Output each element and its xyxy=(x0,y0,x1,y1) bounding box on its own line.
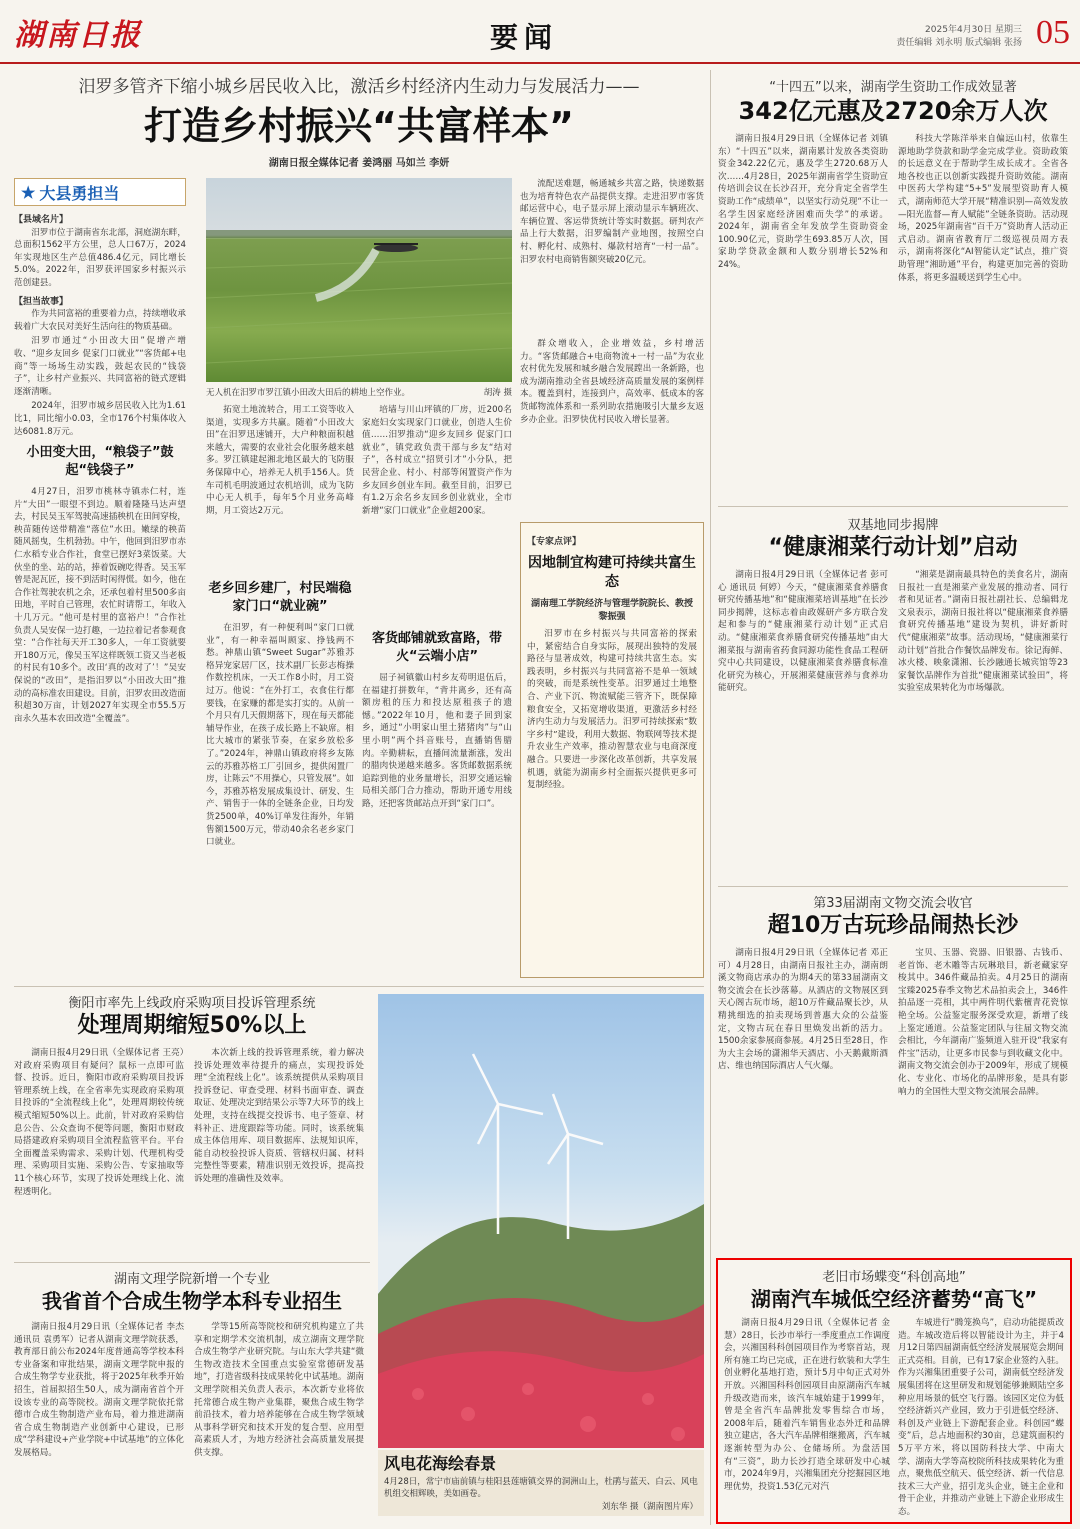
task-text-1: 作为共同富裕的重要着力点，持续增收承载着广大农民对美好生活向往的物质基础。 xyxy=(14,309,186,332)
right-story-1 xyxy=(718,76,1068,468)
photo1-caption: 无人机在汨罗市罗江镇小田改大田后的耕地上空作业。 xyxy=(206,388,411,398)
col2-text-b: 在汨罗，有一种便利叫“家门口就业”，有一种幸福叫顾家、挣钱两不愁。神鼎山镇“Sweet Sugar”苏雅苏格异宠家居厂区，技术副厂长彭志梅操作数控机床，一天工作8小时，月工资过万。他说：“在外打工，衣食住行都要钱，在家赚的都是实打实的。从前一个月只有几天假期落下，现在每天都能辅导作业，在孩子成长路上不缺席。相比大城市的紧张节奏，在家乡放松多了。”2024年，神鼎山镇政府将乡友陈云的苏雅苏格工厂引回乡，提供闲置厂房，让陈云“不用操心，只管发展”。如今，苏雅苏格发展成集设计、研发、生产、销售于一体的全链条企业，日均发货2500单，40%订单发往海外，年销售额1500万元，带动40余名老乡家门口就业。 xyxy=(206,623,354,848)
sub-heading-2: 老乡回乡建厂，村民端稳家门口“就业碗” xyxy=(208,581,352,614)
hs-headline: 湖南汽车城低空经济蓄势“高飞” xyxy=(750,1287,1038,1311)
ls3-headline: 我省首个合成生物学本科专业招生 xyxy=(42,1289,342,1313)
col2-text: 拓宽土地流转合，用工工资等收入渠道，实现多方共赢。随着“小田改大田”在汨罗迅速铺开，大户种粮面积越来越大，需要的农业社会化服务越来越多。罗江镇建起湘北地区最大的飞防服务保障中心，培养无人机手156人。货车司机毛明波通过农机培训，成为飞防中心无人机手，每年5个月业务高峰期，月工资达2万元。 xyxy=(206,405,354,516)
rs2-text-b: “湘菜是湖南最具特色的美食名片，湖南日报社一直是湘菜产业发展的推动者、同行者和见证者。”湖南日报社副社长、总编辑龙文泉表示，湖南日报社将以“健康湘菜食养膳食研究传播基地”建设为契机，讲好新时代“健康湘菜”故事。活动现场，“健康湘菜行动计划”首批合作餐饮品牌发布。徐记海鲜、冰火楼、映象潇湘、长沙融通长城宾馆等23家餐饮品牌作为首批“健康湘菜试验田”，将实验室成果转化为市场爆款。 xyxy=(898,570,1068,694)
rs1-headline: 342亿元惠及2720余万人次 xyxy=(738,97,1048,125)
ls2-headline: 处理周期缩短50%以上 xyxy=(77,1013,307,1038)
lead-column-1 xyxy=(14,178,186,978)
commentary-title: 因地制宜构建可持续共富生态 xyxy=(528,555,696,590)
rs1-text-a: 湖南日报4月29日讯（全媒体记者 刘镇东）“十四五”以来，湖南累计发放各类资助资金342.22亿元，惠及学生2720.68万人次……4月28日，2025年湖南省学生资助宣传培训会议在长沙召开，充分肯定全省学生资助工作“成绩单”，以坚实行动兑现“不让一名学生因家庭经济困难而失学”的承诺。2024年，湖南省全年发放学生资助资金100.90亿元，资助学生693.85万人次，国家助学贷款金额和人数分别增长52%和24%。 xyxy=(718,134,888,270)
left-story-3 xyxy=(14,1268,370,1511)
rs2-text-a: 湖南日报4月29日讯（全媒体记者 彭可心 通讯员 何婷）今天，“健康湘菜食养膳食研究传播基地”和“健康湘菜培训基地”在长沙同步揭牌，这标志着由政媒研产多方联合发起和参与的“健康湘菜行动计划”正式启动。“健康湘菜食养膳食研究传播基地”由大湘菜报与湖南省药食同源功能性食品工程研究中心共同建设，以健康湘菜食养膳食标准化研究为核心，开展湘菜健康营养与食养功能研究。 xyxy=(718,570,888,694)
ls2-kicker: 衡阳市率先上线政府采购项目投诉管理系统 xyxy=(68,996,316,1011)
ls3-text-a: 湖南日报4月29日讯（全媒体记者 李杰 通讯员 袁勇军）记者从湖南文理学院获悉，教育部日前公布2024年度普通高等学校本科专业备案和审批结果，湖南文理学院申报的合成生物学专业获批，将于2025年秋季开始招生，首届拟招生50人，成为湖南省首个开设该专业的高等院校。湖南文理学院依托常德市合成生物制造产业布局，着力推进湖南省合成生物制造产业创新中心建设，已形成“学科建设+产业学院+中试基地”的立体化发展格局。 xyxy=(14,1322,184,1458)
horizontal-divider-3 xyxy=(718,886,1068,887)
horizontal-divider-1 xyxy=(14,986,704,987)
editors-line: 责任编辑 刘永明 版式编辑 张扬 xyxy=(896,38,1022,48)
lead-column-3 xyxy=(362,404,512,978)
right-story-3 xyxy=(718,892,1068,1247)
commentary-tag: 【专家点评】 xyxy=(527,537,582,547)
county-text: 汨罗市位于湖南省东北部，洞庭湖东畔，总面积1562平方公里，总人口67万，2024年实现地区生产总值486.4亿元，同比增长5.0%。2022年，汨罗获评国家乡村振兴示范创建县。 xyxy=(14,227,186,288)
column-divider xyxy=(710,70,711,1525)
photo2-caption: 4月28日，常宁市庙前镇与桂阳县莲塘镇交界的洞洲山上，杜鹃与蓝天、白云、风电机组交相辉映，美如画卷。 xyxy=(384,1477,698,1499)
hs-text-a: 湖南日报4月29日讯（全媒体记者 金慧）28日，长沙市举行一季度重点工作调度会，兴湘国科科创园项目作为考察首站，现所有施工均已完成，正在进行软装和大学生创业孵化基地打造，预计5月中旬正式对外开放。兴湘国科科创园项目由原湖南汽车城升级改造而来，该汽车城始建于1999年，曾是全省汽车品牌批发零售综合市场，2008年后，随着汽车销售业态外迁和品牌独立建店，各大汽车品牌相继搬离，汽车城逐渐转型为办公、仓储场所。为盘活国有“三资”，助力长沙打造全球研发中心城市，2024年9月，兴湘集团充分挖掘园区地理优势，投资1.53亿元对汽 xyxy=(724,1318,890,1492)
commentary-text: 汨罗市在乡村振兴与共同富裕的探索中，紧密结合自身实际，展现出独特的发展路径与显著成效，构建可持续共富生态。实践表明，乡村振兴与共同富裕不是单一领域的突破，而是系统性变革。汨罗通过土地整合、产业下沉、物流赋能三管齐下，既保障粮食安全，又拓宽增收渠道，更激活乡村经济内生动力与发展活力。汨罗可持续探索“数字乡村”建设，利用大数据、物联网等技术提升农业生产效率，推动智慧农业与电商深度融合。只要进一步深化改革创新，共享发展机遇，就能为湖南乡村全面振兴提供更多可复制经验。 xyxy=(527,629,697,791)
left-story-2 xyxy=(14,992,370,1257)
expert-commentary-box xyxy=(520,522,704,978)
sub1-text: 4月27日，汨罗市桃林寺镇赤仁村，连片“大田”一眼望不到边。顺着隆隆马达声望去，村民吴玉军驾驶高速插秧机在田间穿梭，秧苗随传送带精准“落位”水田。嫩绿的秧苗随风摇曳，生机勃勃。中午，他回到汨罗市赤仁水稻专业合作社，食堂已摆好3菜饭菜。大伙坐的坐、站的站，捧着饭碗吃得香。吴玉军曾是泥瓦匠，接不到活时闲得慌。如今，他在合作社驾驶农机之余，还承包着村里500多亩田地，平时自己管理，农忙时请帮工，年收入十几万元。“他可是村里的富裕户！”合作社负责人吴安保一边打趣，一边拉着记者参观食堂：“合作社每天开工30多人，一年工资就要开180万元，像吴玉军这样既领工资又当老板的村民有10多个。改田‘真的改对了’！”吴安保说的“改田”，是指汨罗以“小田改大田”推动的高标准农田建设。目前，汨罗农田改造面积超30万亩，计划2027年实现全市55.5万亩永久基本农田改造“全覆盖”。 xyxy=(14,487,186,724)
hs-kicker: 老旧市场蝶变“科创高地” xyxy=(822,1270,966,1285)
drone-field-illustration xyxy=(206,178,512,382)
task-text-3: 2024年，汨罗市城乡居民收入比为1.61比1，同比缩小0.03，全市176个村集体收入达6081.8万元。 xyxy=(14,401,186,437)
rs2-kicker: 双基地同步揭牌 xyxy=(847,518,939,533)
lead-story-header xyxy=(14,76,704,169)
photo2-title: 风电花海绘春景 xyxy=(384,1454,497,1473)
ls2-text-b: 本次新上线的投诉管理系统，着力解决投诉处理效率待提升的痛点，实现投诉处理“全流程线上化”。该系统提供从采购项目投诉登记、审查受理、材料书面审查、调查取证、处理决定到结果公示等7大环节的线上处理，支持在线提交投诉书、电子签章、材料补正、进度跟踪等功能。同时，该系统集成主体信用库、项目数据库、法规知识库，能自动校验投诉人资质、管辖权归属、材料完整性等要素，精准识别无效投诉，提高投诉处理的准确性及效率。 xyxy=(194,1048,364,1184)
lead-column-2 xyxy=(206,404,354,978)
page-number: 05 xyxy=(1036,14,1070,51)
photo-drone-field xyxy=(206,178,512,382)
photo2-credit: 刘东华 摄（湖南图片库） xyxy=(601,1502,698,1512)
horizontal-divider-2 xyxy=(718,506,1068,507)
photo2-caption-box xyxy=(378,1450,704,1516)
county-tag: 【县域名片】 xyxy=(14,215,69,225)
right-story-2 xyxy=(718,514,1068,869)
rs1-text-b: 科技大学陈洋举来自偏远山村，依靠生源地助学贷款和助学金完成学业。资助政策的长远意义在于帮助学生成长成才。全省各地各校也正以创新实践提升资助效能。湖南中医药大学构建“5+5”发展型资助育人模式，湖南师范大学开展“精准识别—高效发放—阳光监督—育人赋能”全链条资助。活动现场，2025年湖南省“百千万”资助育人活动正式启动。湖南省教育厅二级巡视员周方表示，湖南将深化“AI智能认定”试点，推广资助管理“湘助通”平台，构建更加完善的资助体系，将更多温暖送到学生心中。 xyxy=(898,134,1068,283)
ls3-text-b: 学等15所高等院校和研究机构建立了共享和定期学术交流机制，成立湖南文理学院合成生物学产业研究院。与山东大学共建“微生物改造技术全国重点实验室常德研发基地”，打造省级科技成果转化中试基地。湖南文理学院相关负责人表示，本次新专业将依托常德合成生物产业集群，聚焦合成生物学前沿技术，着力培养能够在合成生物学领域从事科学研究和技术开发的复合型、应用型高素质人才，为地方经济社会高质量发展提供支撑。 xyxy=(194,1322,364,1458)
date-meta xyxy=(896,24,1022,50)
col3-text: 培墙与川山坪镇的厂房，近200名家庭妇女实现家门口就业，创造人生价值……汨罗推动“迎乡友回乡 促家门口就业”，镇党政负责干部与乡友“结对子”，各村成立“招贤引才”小分队，把民营企业、村小、村部等闲置资产作为乡友回乡创业车间。截至目前，汨罗已有1.2万余名乡友回乡创业就业，全市新增“家门口就业”企业超200家。 xyxy=(362,405,512,516)
rs3-kicker: 第33届湖南文物交流会收官 xyxy=(813,896,973,911)
commentary-author: 湖南理工学院经济与管理学院院长、教授 黎振强 xyxy=(530,599,693,622)
ls2-text-a: 湖南日报4月29日讯（全媒体记者 王亮）对政府采购项目有疑问？鼠标一点即可监督、投诉。近日，衡阳市政府采购项目投诉管理系统上线，在全省率先实现政府采购项目投诉的“全流程线上化”，处理周期较传统模式缩短50%以上。此前，针对政府采购信息公告、公众查询不便等问题，衡阳市财政局搭建政府采购项目全流程监管平台。平台全面覆盖采购需求、采购计划、代理机构受理、采购项目实施、采购公告、专家抽取等11个核心环节，实现了投诉处理线上化、流程透明化。 xyxy=(14,1048,184,1197)
hs-text-b: 车城进行“腾笼换鸟”，启动功能提质改造。车城改造后将以智能设计为主，并于4月12日第四届湖南低空经济发展展览会期间正式亮相。目前，已有17家企业签约入驻。作为兴湘集团重要子公司，湖南低空经济发展集团将在这里研发和规划能够兼顾陆空多种应用场景的低空飞行器。该园区定位为低空经济新兴产业园，致力于引进低空经济、科创及产业链上下游配套企业。科创园“蝶变”后，总占地面积约30亩，总建筑面积约5万平方米，将以国防科技大学、中南大学、湖南大学等高校院所科技成果转化为重点，聚焦低空航天、低空经济、新一代信息技术三大产业，招引龙头企业，链主企业和骨干企业，并推动产业链上下游企业形成生态。 xyxy=(898,1318,1064,1517)
lead-byline: 湖南日报全媒体记者 姜鸿丽 马如兰 李妍 xyxy=(268,158,450,169)
lead-headline: 打造乡村振兴“共富样本” xyxy=(144,104,574,148)
photo-wind-flowers xyxy=(378,994,704,1448)
rs1-kicker: “十四五”以来，湖南学生资助工作成效显著 xyxy=(769,80,1017,95)
badge-label: 大县勇担当 xyxy=(39,183,120,203)
rs3-headline: 超10万古玩珍品闹热长沙 xyxy=(767,913,1019,938)
task-tag: 【担当故事】 xyxy=(14,296,69,307)
photo1-credit: 胡涛 摄 xyxy=(483,388,512,398)
badge-box xyxy=(14,178,186,206)
wind-turbine-icon xyxy=(473,1054,603,1239)
horizontal-divider-4 xyxy=(14,1262,370,1263)
rs2-headline: “健康湘菜行动计划”启动 xyxy=(768,535,1018,560)
task-text-2: 汨罗市通过“小田改大田”促增产增收、“迎乡友回乡 促家门口就业”“客货邮+电商”等一场场生动实践，鼓起农民的“钱袋子”，让乡村产业振兴、共同富裕的链式逻辑逐渐清晰。 xyxy=(14,336,186,397)
rs3-text-b: 宝贝、玉器、瓷器、旧银器、古钱币、老首饰、老木雕等古玩琳琅目，新老藏家穿梭其中。346件藏品拍卖。4月25日的湖南宝臻2025春季文物艺术品拍卖会上，346件拍品逐一亮相，其中两件明代紫檀青花瓷惊艳全场。公益鉴定服务深受欢迎，新增了线上鉴定通道。公益鉴定团队与往届文物交流会相比，今年湖南广鉴频道入驻开设“我家有件宝”活动，让更多市民参与到收藏文化中。湖南文物交流会创办于2009年，形成了规模化、专业化、市场化的品牌形象，是具有影响力的全国性大型文物交流展会品牌。 xyxy=(898,948,1068,1097)
col4-text-b: 群众增收入，企业增效益，乡村增活力。“客货邮融合+电商物流+一村一品”为农业农村优先发展和城乡融合发展蹚出一条新路，也成为湖南推动全省县域经济高质量发展的案例样本。覆盖到村，连接到户，高效率、低成本的客货邮物流体系和一系列助农措施吸引大量乡友返乡办企业。汨罗快优村民收入增长显著。 xyxy=(520,339,704,425)
sub-heading-1: 小田变大田，“粮袋子”鼓起“钱袋子” xyxy=(26,445,174,479)
date-line: 2025年4月30日 星期三 xyxy=(925,25,1022,35)
wind-flower-illustration xyxy=(378,994,704,1448)
highlight-story-box xyxy=(716,1258,1072,1524)
ls3-kicker: 湖南文理学院新增一个专业 xyxy=(113,1272,270,1287)
col3-text-b: 屈子祠镇徽山村乡友苟明退伍后，在福建打拼数年，“背井离乡，还有高额房租的压力和投达原租孩子的遗憾。”2022年10月，他和妻子回到家乡，通过“小明家山里土猪猪肉”与“山里小明”两个抖音账号，直播销售腊肉。辛勤耕耘，直播间流量渐涨，发出的腊肉快递越来越多。客货邮数据系统追踪到他的业务量增长，汨罗交通运输局相关部门合力推动，帮助开通专用线路，还把客货邮站点开到“家门口”。 xyxy=(362,673,512,809)
col4-text: 流配送难题，畅通城乡共富之路，快递数据也为培育特色农产品提供支撑。走进汨罗市客货邮运营中心，电子显示屏上滚动显示车辆班次、车辆位置、客运带货统计等实时数据。研判农产品上行大数据，汨罗编制产业地图，按照空白村、孵化村、成熟村、爆款村培育“一村一品”。汨罗农村电商销售额突破20亿元。 xyxy=(520,179,704,265)
badge-icon: ★ xyxy=(21,182,36,202)
lead-kicker: 汨罗多管齐下缩小城乡居民收入比，激活乡村经济内生动力与发展活力—— xyxy=(78,77,640,97)
lead-column-4 xyxy=(520,178,704,518)
masthead xyxy=(0,0,1080,64)
newspaper-logo: 湖南日报 xyxy=(14,18,142,53)
rs3-text-a: 湖南日报4月29日讯（全媒体记者 邓正可）4月28日，由湖南日报社主办，湖南朗溪文物商店承办的为期4天的第33届湖南文物交流会在长沙落幕。从酒店的文物展区到天心阁古玩市场，超10万件藏品聚长沙，从精挑细选的拍卖现场到普惠大众的公益鉴定，文物古玩在春日里焕发出新的活力。1500余家参展商参展。4月25日至28日，作为大主会场的潇湘华天酒店、小天鹅戴斯酒店、维也纳国际酒店人气火爆。 xyxy=(718,948,888,1072)
sub-heading-3: 客货邮铺就致富路，带火“云端小店” xyxy=(371,631,502,664)
photo1-caption-row xyxy=(206,386,512,398)
section-title: 要闻 xyxy=(490,21,559,54)
